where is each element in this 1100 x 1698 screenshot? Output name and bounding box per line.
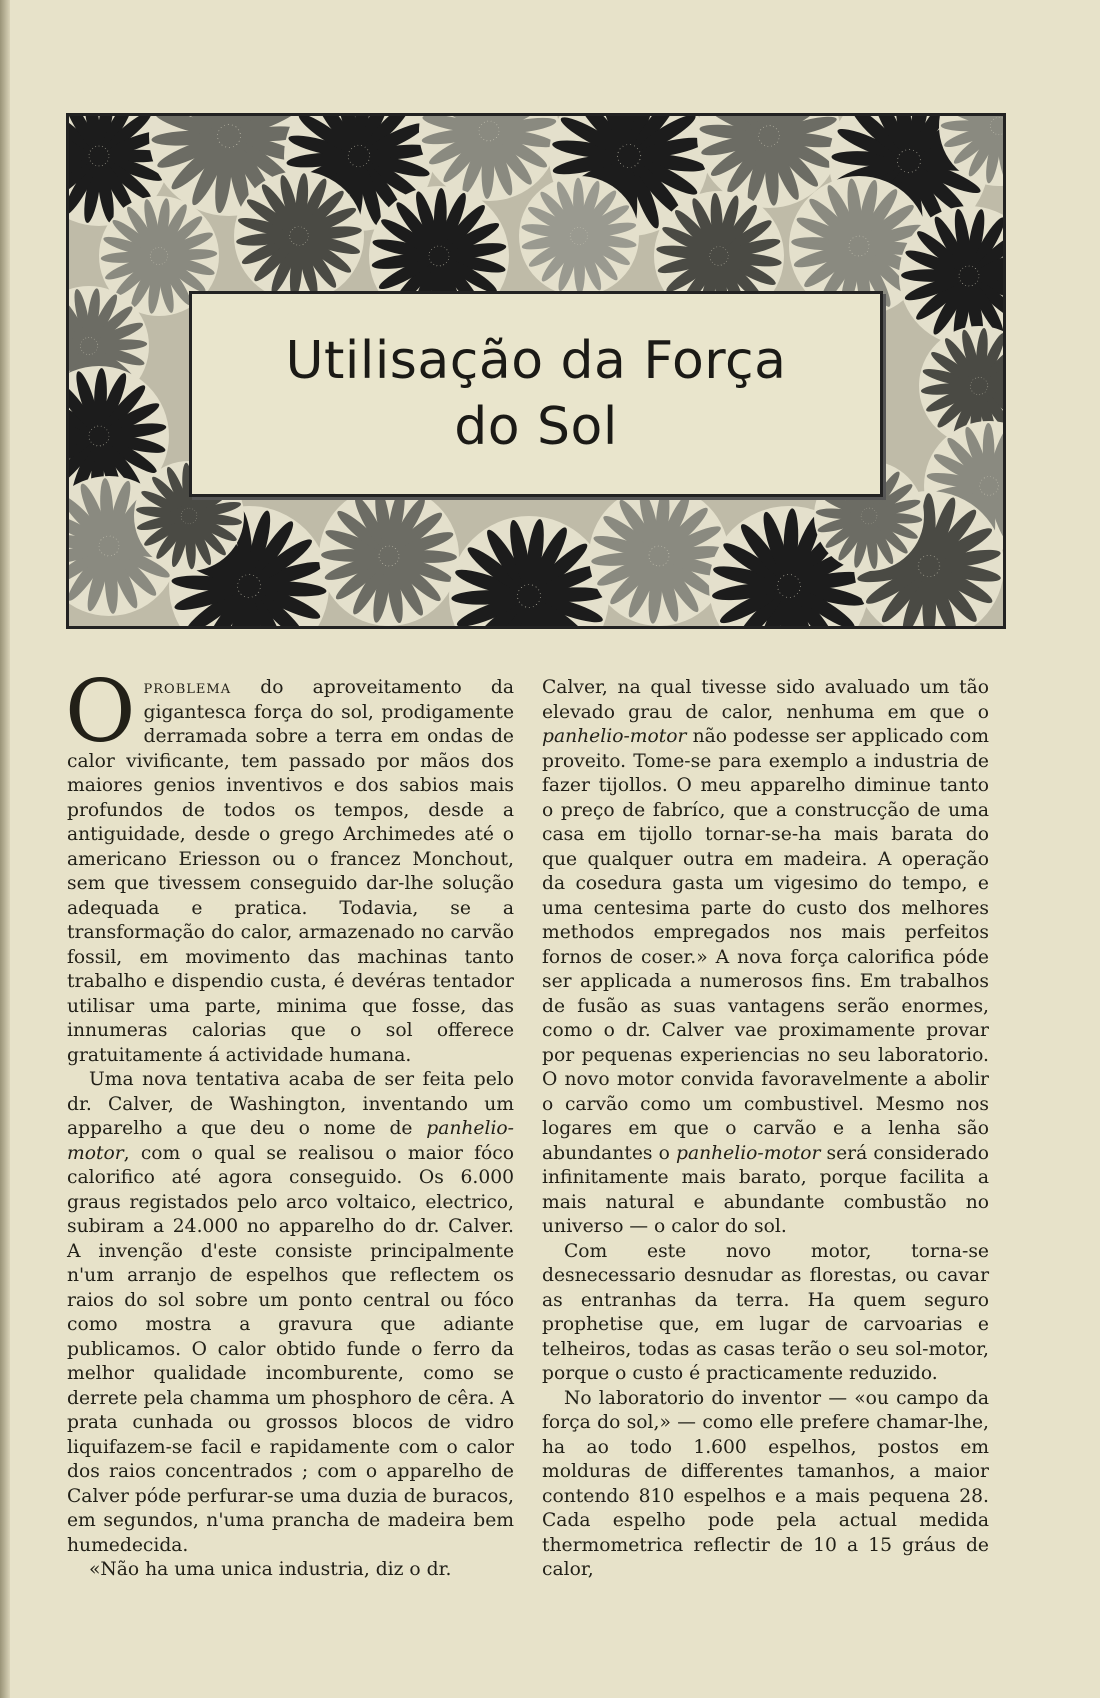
text-column-right [542,676,989,1583]
chrysanthemum-banner [66,113,1006,629]
text-column-left [65,662,514,1583]
chrysanthemum-flower [319,486,459,626]
paragraph-4: Com este novo motor, torna-se desnecessario desnudar as florestas, ou cavar as entranhas da terra. Ha quem seguro prophetise que, em lugar de carvoarias e telheiros, todas as casas terão o seu sol-motor, porque o custo é practicamente reduzido. [542,1240,989,1384]
lead-word: problema [143,677,232,698]
term-panhelio-motor-2: panhelio-motor [542,726,687,747]
title-box [189,291,883,497]
page-edge [0,0,10,1698]
paragraph-3-continued: Calver, na qual tivesse sido avaluado um tão elevado grau de calor, nenhuma em que o panhelio-motor não podesse ser applicado com proveito. Tome-se para exemplo a industria de fazer tijollos. O meu apparelho diminue tanto o preço de fabríco, que a construcção de uma casa em tijollo tornar-se-ha mais barata do que qualquer outra em madeira. A operação da cosedura gasta um vigesimo do tempo, e uma centesima parte do custo dos melhores methodos empregados nos mais perfeitos fornos de coser.» A nova força calorifica póde ser applicada a numerosos fins. Em trabalhos de fusão as suas vantagens serão enormes, como o dr. Calver vae proximamente provar por pequenas experiencias no seu laboratorio. O novo motor convida favoravelmente a abolir o carvão como um combustivel. Mesmo nos logares em que o carvão e a lenha são abundantes o panhelio-motor será considerado infinitamente mais barato, porque facilita a mais natural e abundante combustão no universo — o calor do sol. [542,677,990,1237]
chrysanthemum-flower [234,171,364,301]
chrysanthemum-flower [519,176,639,296]
paragraph-5: No laboratorio do inventor — «ou campo da força do sol,» — como elle prefere chamar-lhe, ha ao todo 1.600 espelhos, postos em molduras de differentes tamanhos, a maior contendo 810 espelhos e a mais pequena 28. Cada espelho pode pela actual medida thermometrica reflectir de 10 a 15 gráus de calor, [542,1387,989,1580]
chrysanthemum-flower [449,516,609,626]
chrysanthemum-flower [589,486,729,626]
paragraph-1 [65,662,514,1068]
article-title-line-1: Utilisação da Força [285,331,787,391]
paragraph-1-text: do aproveitamento da gigantesca força do sol, prodigamente derramada sobre a terra em ondas de calor vivificante, tem passado por mãos dos maiores genios inventivos e dos sabios mais profundos de todos os tempos, desde a antiguidade, desde o grego Archimedes até o americano Eriesson ou o francez Monchout, sem que tivessem conseguido dar-lhe solução adequada e pratica. Todavia, se a transformação do calor, armazenado no carvão fossil, em movimento das machinas tanto trabalho e dispendio custa, é devéras tentador utilisar uma parte, minima que fosse, das innumeras calorias que o sol offerece gratuitamente á actividade humana. [67,677,514,1066]
term-panhelio-motor: panhelio-motor [67,1118,514,1164]
paragraph-2: Uma nova tentativa acaba de ser feita pelo dr. Calver, de Washington, inventando um apparelho a que deu o nome de panhelio-motor, com o qual se realisou o maior fóco calorifico até agora conseguido. Os 6.000 graus registados pelo arco voltaico, electrico, subiram a 24.000 no apparelho do dr. Calver. A invenção d'este consiste principalmente n'um arranjo de espelhos que reflectem os raios do sol sobre um ponto central ou fóco como mostra a gravura que adiante publicamos. O calor obtido funde o ferro da melhor qualidade incomburente, como se derrete pela chamma um phosphoro de cêra. A prata cunhada ou grossos blocos de vidro liquifazem-se facil e rapidamente com o calor dos raios concentrados ; com o apparelho de Calver póde perfurar-se uma duzia de buracos, em segundos, n'uma prancha de madeira bem humedecida. [67,1069,514,1556]
paragraph-3-start: «Não ha uma unica industria, diz o dr. [89,1559,452,1580]
drop-cap: O [65,662,136,762]
term-panhelio-motor-3: panhelio-motor [675,1142,821,1164]
article-title-line-2: do Sol [454,397,618,457]
